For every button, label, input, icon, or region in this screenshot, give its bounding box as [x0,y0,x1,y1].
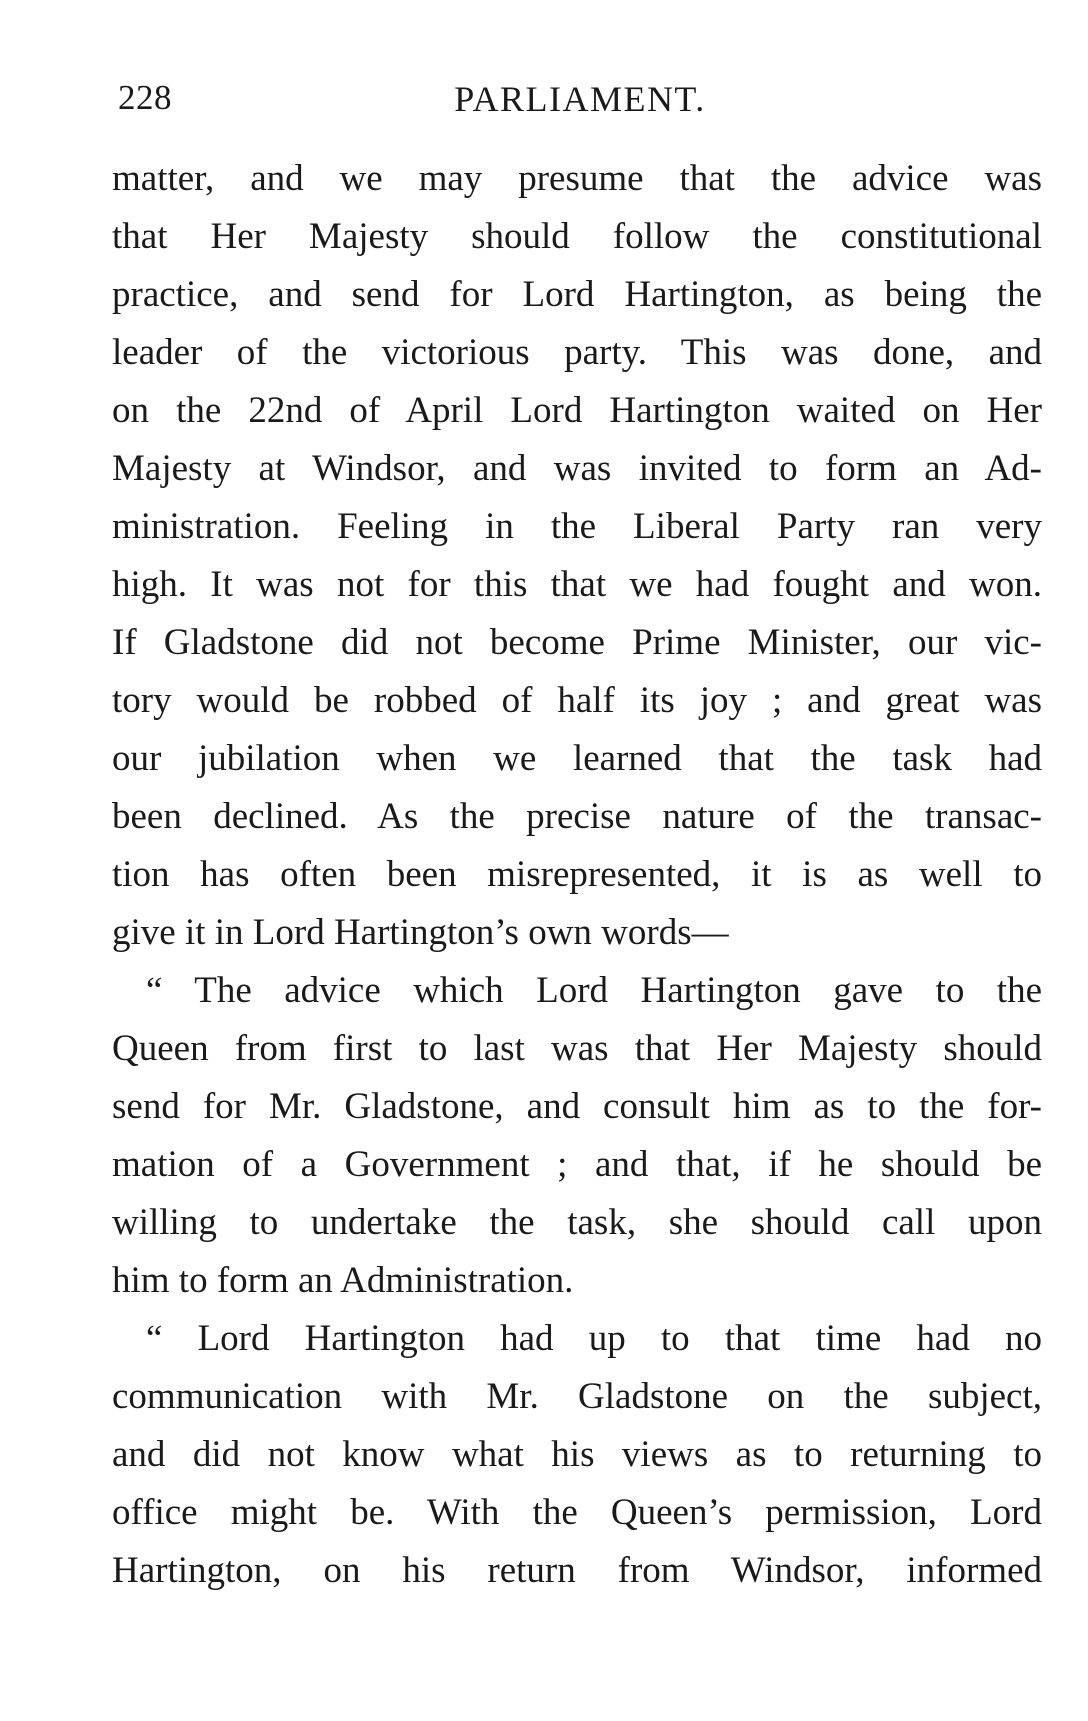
quote-line: mation of a Government ; and that, if he should be [112,1144,1042,1185]
text-line: tory would be robbed of half its joy ; and great was [112,680,1042,721]
body-text [112,150,1042,1600]
running-head [118,78,1042,128]
text-line: leader of the victorious party. This was done, and [112,332,1042,373]
page-number: 228 [118,78,172,117]
text-line: ministration. Feeling in the Liberal Party ran very [112,506,1042,547]
quote-line: him to form an Administration. [112,1260,574,1301]
quote-line: willing to undertake the task, she should call upon [112,1202,1042,1243]
text-line: give it in Lord Hartington’s own words— [112,912,729,953]
text-line: tion has often been misrepresented, it is as well to [112,854,1042,895]
quote-line: Hartington, on his return from Windsor, informed [112,1550,1042,1591]
text-line: our jubilation when we learned that the task had [112,738,1042,779]
quote-line: office might be. With the Queen’s permission, Lord [112,1492,1042,1533]
quote-line: Queen from first to last was that Her Majesty should [112,1028,1042,1069]
text-line: that Her Majesty should follow the constitutional [112,216,1042,257]
quote-line: communication with Mr. Gladstone on the subject, [112,1376,1042,1417]
text-line: on the 22nd of April Lord Hartington waited on Her [112,390,1042,431]
text-line: high. It was not for this that we had fought and won. [112,564,1042,605]
text-line: If Gladstone did not become Prime Minister, our vic- [112,622,1042,663]
quote-line: “ The advice which Lord Hartington gave to the [146,970,1042,1011]
text-line: practice, and send for Lord Hartington, as being the [112,274,1042,315]
text-line: been declined. As the precise nature of the transac- [112,796,1042,837]
quote-line: and did not know what his views as to returning to [112,1434,1042,1475]
text-line: Majesty at Windsor, and was invited to form an Ad- [112,448,1042,489]
text-line: matter, and we may presume that the advice was [112,158,1042,199]
quote-line: “ Lord Hartington had up to that time had no [146,1318,1042,1359]
quote-line: send for Mr. Gladstone, and consult him as to the for- [112,1086,1042,1127]
running-title: PARLIAMENT. [454,79,706,119]
